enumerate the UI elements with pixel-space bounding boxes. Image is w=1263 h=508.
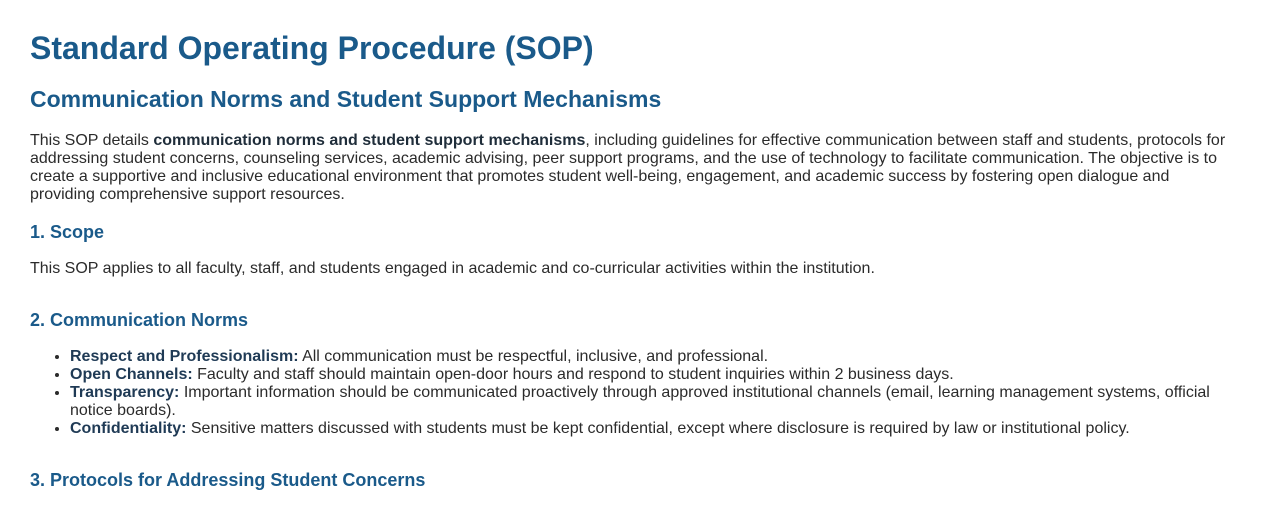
list-item xyxy=(70,366,1233,384)
list-item xyxy=(70,420,1233,438)
list-item-text: Faculty and staff should maintain open-door hours and respond to student inquiries within 2 business days. xyxy=(192,366,954,383)
list-item-text: All communication must be respectful, inclusive, and professional. xyxy=(298,348,769,365)
intro-suffix: , including guidelines for effective communication between staff and students, protocols for addressing student concerns, counseling services, academic advising, peer support programs, and the use of technology to facilitate communication. The objective is to create a supportive and inclusive educational environment that promotes student well-being, engagement, and academic success by fostering open dialogue and providing comprehensive support resources. xyxy=(30,132,1226,203)
page-subtitle: Communication Norms and Student Support Mechanisms xyxy=(30,86,662,112)
communication-norms-list xyxy=(30,348,1233,438)
list-item-term: Open Channels: xyxy=(70,366,193,383)
scope-text: This SOP applies to all faculty, staff, and students engaged in academic and co-curricular activities within the institution. xyxy=(30,260,875,277)
communication-norms-heading: 2. Communication Norms xyxy=(30,310,249,330)
list-item xyxy=(70,348,1233,366)
list-item-text: Sensitive matters discussed with students must be kept confidential, except where disclosure is required by law or institutional policy. xyxy=(186,420,1130,437)
list-item-text: Important information should be communicated proactively through approved institutional channels (email, learning management systems, official notice boards). xyxy=(70,384,1210,419)
intro-bold-phrase: communication norms and student support mechanisms xyxy=(153,132,586,149)
protocols-heading: 3. Protocols for Addressing Student Concerns xyxy=(30,470,426,490)
list-item-term: Confidentiality: xyxy=(70,420,187,437)
page-title: Standard Operating Procedure (SOP) xyxy=(30,30,594,66)
list-item xyxy=(70,384,1233,420)
intro-prefix: This SOP details xyxy=(30,132,154,149)
intro-paragraph xyxy=(30,132,1233,204)
list-item-term: Respect and Professionalism: xyxy=(70,348,299,365)
list-item-term: Transparency: xyxy=(70,384,180,401)
scope-heading: 1. Scope xyxy=(30,222,105,242)
